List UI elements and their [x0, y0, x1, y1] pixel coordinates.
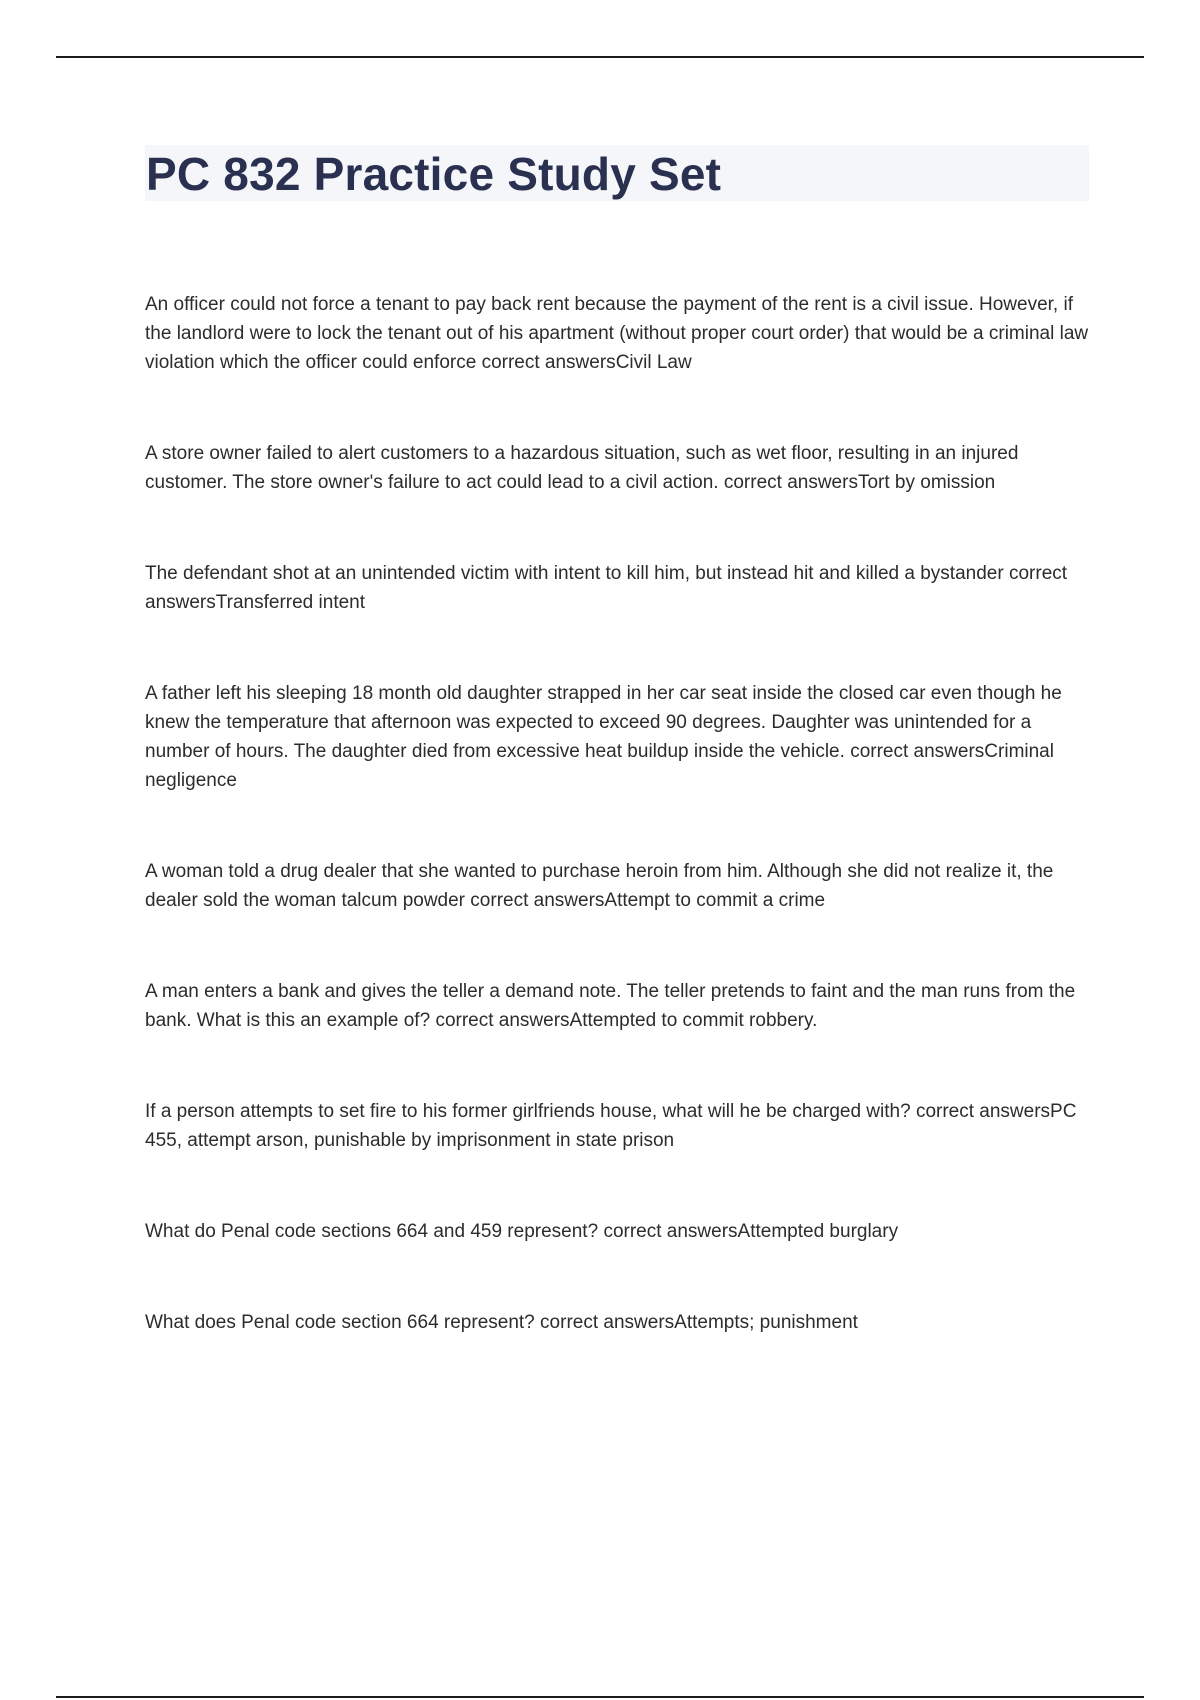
answer-prefix: correct answers [603, 1221, 738, 1242]
answer-prefix: correct answers [435, 1010, 570, 1031]
study-card [145, 857, 1090, 915]
card-question: An officer could not force a tenant to pay back rent because the payment of the rent is a civil issue. However, if the landlord were to lock the tenant out of his apartment (without proper court order) that would be a criminal law violation which the officer could enforce [145, 294, 1089, 373]
card-question: What does Penal code section 664 represent? [145, 1312, 535, 1333]
answer-prefix: correct answers [145, 563, 1068, 613]
card-answer: Attempted burglary [737, 1221, 899, 1242]
card-answer: Transferred intent [215, 592, 366, 613]
top-rule [56, 56, 1144, 58]
page-title: PC 832 Practice Study Set [146, 148, 722, 200]
answer-prefix: correct answers [481, 352, 616, 373]
card-question: A father left his sleeping 18 month old daughter strapped in her car seat inside the closed car even though he knew the temperature that afternoon was expected to exceed 90 degrees. Daughter was unintended for a number of hours. The daughter died from excessive heat buildup inside the vehicle. [145, 683, 1062, 762]
answer-prefix: correct answers [723, 472, 858, 493]
study-card [145, 977, 1090, 1035]
card-question: A man enters a bank and gives the teller a demand note. The teller pretends to faint and the man runs from the bank. What is this an example of? [145, 981, 1076, 1031]
card-question: The defendant shot at an unintended victim with intent to kill him, but instead hit and killed a bystander [145, 563, 1004, 584]
answer-prefix: correct answers [915, 1101, 1051, 1122]
card-question: A store owner failed to alert customers to a hazardous situation, such as wet floor, resulting in an injured customer. The store owner's failure to act could lead to a civil action. [145, 443, 1019, 493]
card-answer: Civil Law [615, 352, 692, 373]
card-question: If a person attempts to set fire to his former girlfriends house, what will he be charged with? [145, 1101, 911, 1122]
card-question: A woman told a drug dealer that she wanted to purchase heroin from him. Although she did not realize it, the dealer sold the woman talcum powder [145, 861, 1054, 911]
study-card [145, 439, 1090, 497]
study-card [145, 1217, 1090, 1246]
study-card [145, 1308, 1090, 1337]
study-card [145, 290, 1090, 377]
card-answer: PC 455, attempt arson, punishable by imprisonment in state prison [145, 1101, 1077, 1151]
study-card [145, 679, 1090, 795]
card-answer: Attempts; punishment [674, 1312, 858, 1333]
bottom-rule [56, 1696, 1144, 1698]
answer-prefix: correct answers [850, 741, 985, 762]
study-card [145, 559, 1090, 617]
study-card [145, 1097, 1090, 1155]
card-answer: Criminal negligence [145, 741, 1054, 791]
card-answer: Tort by omission [857, 472, 996, 493]
answer-prefix: correct answers [540, 1312, 675, 1333]
study-card-list [145, 290, 1090, 1337]
card-question: What do Penal code sections 664 and 459 represent? [145, 1221, 599, 1242]
card-answer: Attempted to commit robbery. [569, 1010, 818, 1031]
card-answer: Attempt to commit a crime [604, 890, 826, 911]
answer-prefix: correct answers [470, 890, 605, 911]
